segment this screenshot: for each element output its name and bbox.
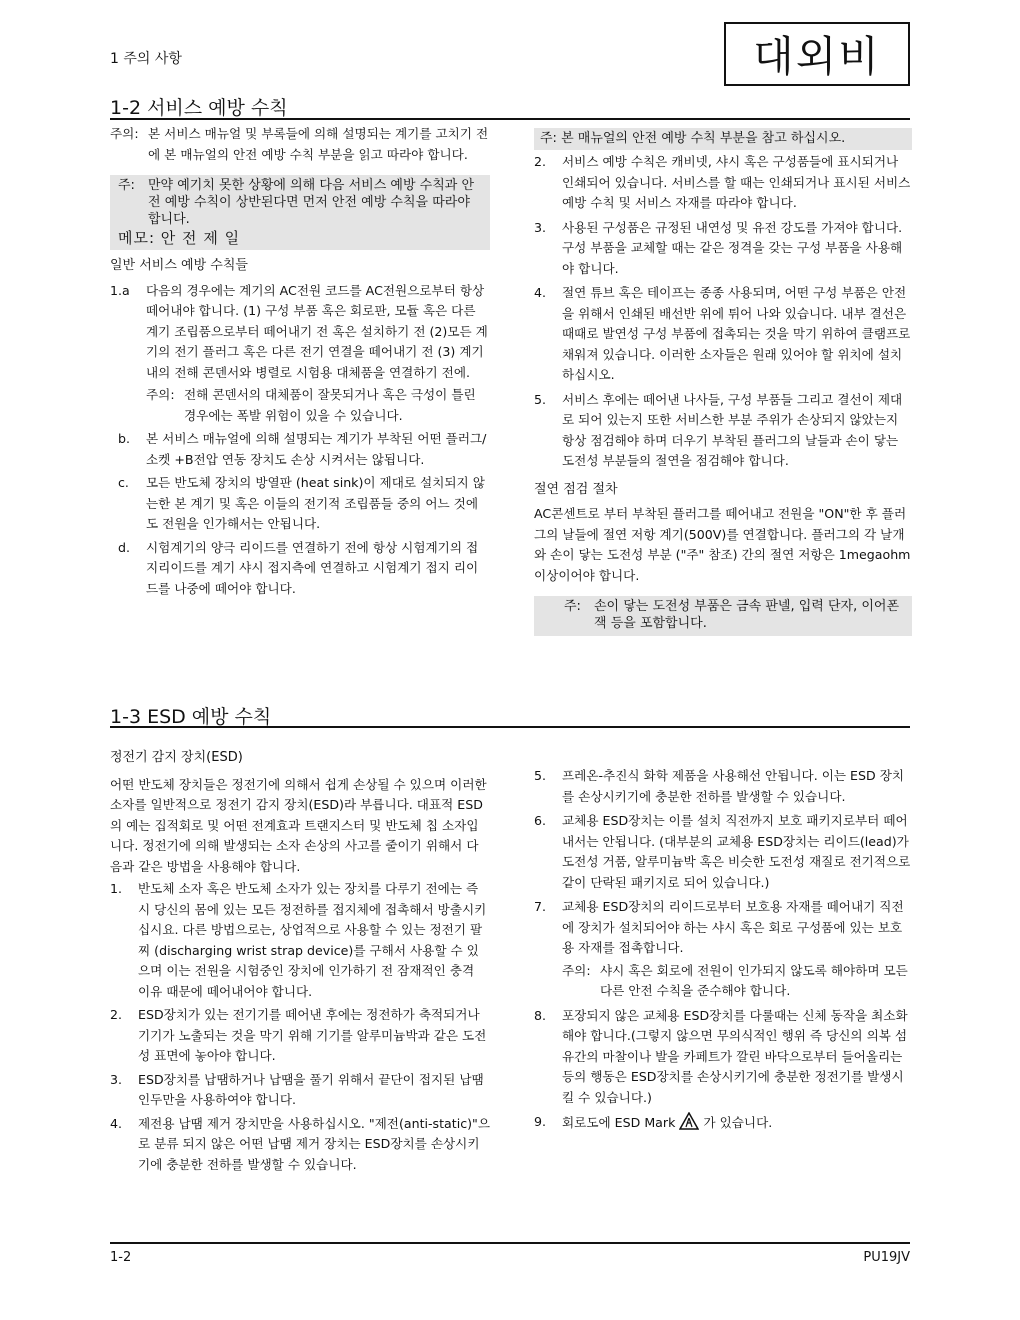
note-label: 주: bbox=[118, 178, 135, 193]
caution-text: 본 서비스 매뉴얼 및 부록들에 의해 설명되는 계기를 고치기 전에 본 매뉴얼의 안전 예방 수칙 부분을 읽고 따라야 합니다. bbox=[148, 126, 489, 162]
esd-mark-text-before: 회로도에 ESD Mark bbox=[562, 1115, 676, 1130]
item-number: 4. bbox=[534, 285, 547, 300]
item-text: 본 서비스 매뉴얼에 의해 설명되는 계기가 부착된 어떤 플러그/소켓 +B전압 연동 장치도 손상 시켜서는 않됩니다. bbox=[146, 431, 487, 467]
list-item bbox=[110, 1114, 490, 1176]
item-number: b. bbox=[118, 431, 130, 446]
item-text: 프레온-추진식 화학 제품을 사용해선 안됩니다. 이는 ESD 장치를 손상시키기에 충분한 전하를 발생할 수 있습니다. bbox=[562, 768, 905, 804]
intro-caution bbox=[110, 124, 490, 165]
item-number: 6. bbox=[534, 813, 547, 828]
note-text: 손이 닿는 도전성 부품은 금속 판넬, 입력 단자, 이어폰 잭 등을 포함합니다. bbox=[594, 599, 900, 631]
list-item bbox=[534, 1006, 912, 1109]
list-item bbox=[110, 879, 490, 1002]
item-number: 1.a bbox=[110, 282, 130, 298]
item-text: 반도체 소자 혹은 반도체 소자가 있는 장치를 다루기 전에는 즉시 당신의 몸에 있는 모든 정전하를 접지체에 접촉해서 방출시키십시요. 다른 방법으로는, 상업적으로 사용할 수 있는 정전기 팔찌 (discharging wrist strap device)를 구해서 사용할 수 있으며 이는 전원을 시험중인 장치에 인가하기 전 잠재적인 충격 이유 때문에 떼어내어야 합니다. bbox=[138, 881, 487, 999]
item-text: 다음의 경우에는 계기의 AC전원 코드를 AC전원으로부터 항상 떼어내야 합니다. (1) 구성 부품 혹은 회로판, 모듈 혹은 다른 계기 조립품으로부터 떼어내기 전 혹은 설치하기 전 (2)모든 계기의 전기 플러그 혹은 다른 전기 연결을 떼어내기 전 (3) 계기내의 전해 콘덴서와 병렬로 시험용 대체품을 연결하기 전에. bbox=[146, 282, 488, 380]
item-number: 2. bbox=[110, 1007, 123, 1022]
sec13-left-column bbox=[110, 748, 490, 1175]
item-number: 4. bbox=[110, 1115, 123, 1131]
memo-safety-first: 메모: 안 전 제 일 bbox=[118, 229, 241, 247]
list-item bbox=[534, 283, 912, 386]
item-text: 시험계기의 양극 리이드를 연결하기 전에 항상 시험계기의 접지리이드를 계기 샤시 접지측에 연결하고 시험계기 접지 리이드를 나중에 떼어야 합니다. bbox=[146, 539, 479, 596]
item-text: 모든 반도체 장치의 방열판 (heat sink)이 제대로 설치되지 않는한 본 계기 및 혹은 이들의 전기적 조립품들 중의 어느 것에도 전원을 인가해서는 안됩니다. bbox=[146, 475, 485, 531]
item-text: 제전용 납땜 제거 장치만을 사용하십시오. "제전(anti-static)"으로 분류 되지 않은 어떤 납땜 제거 장치는 ESD장치를 손상시키기에 충분한 전하를 발생할 수 있습니다. bbox=[138, 1115, 490, 1172]
note-text: 만약 예기치 못한 상황에 의해 다음 서비스 예방 수칙과 안전 예방 수칙이 상반된다면 먼저 안전 예방 수칙을 따라야 합니다. bbox=[148, 178, 475, 227]
running-header: 1 주의 사항 bbox=[110, 51, 182, 67]
list-item bbox=[110, 1070, 490, 1111]
esd-warning-icon bbox=[679, 1112, 699, 1130]
item-text: 서비스 예방 수칙은 캐비넷, 샤시 혹은 구성품들에 표시되거나 인쇄되어 있습니다. 서비스를 할 때는 인쇄되거나 표시된 서비스 예방 수칙 및 서비스 자재를 따라야 합니다. bbox=[562, 154, 911, 210]
caution-label: 주의: bbox=[146, 387, 175, 402]
section-title-1-3: 1-3 ESD 예방 수칙 bbox=[110, 706, 272, 728]
insulation-note bbox=[534, 596, 912, 636]
item-number: 5. bbox=[534, 768, 547, 783]
insulation-heading: 절연 점검 절차 bbox=[534, 481, 618, 497]
reference-note: 주: 본 매뉴얼의 안전 예방 수칙 부분을 참고 하십시오. bbox=[534, 128, 912, 150]
esd-intro: 어떤 반도체 장치들은 정전기에 의해서 쉽게 손상될 수 있으며 이러한 소자를 일반적으로 정전기 감지 장치(ESD)라 부릅니다. 대표적 ESD의 예는 집적회로 및 어떤 전계효과 트랜지스터 및 반도체 칩 소자입니다. 정전기에 의해 발생되는 소자 손상의 사고를 줄이기 위해서 다음과 같은 방법을 사용해야 합니다. bbox=[110, 776, 487, 874]
item-number: 2. bbox=[534, 154, 547, 169]
caution-text: 전해 콘덴서의 대체품이 잘못되거나 혹은 극성이 틀린 경우에는 폭발 위험이 있을 수 있습니다. bbox=[184, 387, 476, 423]
item-text: 사용된 구성품은 규정된 내연성 및 유전 강도를 가져야 합니다. 구성 부품을 교체할 때는 같은 정격을 갖는 구성 부품을 사용해야 합니다. bbox=[562, 219, 903, 276]
list-item bbox=[534, 390, 912, 472]
list-item bbox=[534, 766, 912, 807]
section-title-1-2: 1-2 서비스 예방 수칙 bbox=[110, 97, 288, 119]
section-rule bbox=[110, 726, 910, 728]
item-number: 3. bbox=[110, 1071, 123, 1087]
model-code: PU19JV bbox=[863, 1250, 910, 1265]
caution-label: 주의: bbox=[110, 126, 139, 141]
caution-label: 주의: bbox=[562, 962, 591, 978]
item-number: 9. bbox=[534, 1114, 547, 1129]
item-number: 7. bbox=[534, 899, 547, 914]
confidential-stamp-text: 대외비 bbox=[753, 32, 881, 81]
page-number: 1-2 bbox=[110, 1250, 132, 1265]
note-label: 주: bbox=[564, 599, 581, 614]
item-text: 절연 튜브 혹은 테이프는 종종 사용되며, 어떤 구성 부품은 안전을 위해서 인쇄된 배선반 위에 튀어 나와 있습니다. 내부 결선은 때때로 발연성 구성 부품에 접촉되는 것을 막기 위하여 클램프로 채워져 있습니다. 이러한 소자들은 원래 있어야 할 위치에 설치 하십시오. bbox=[562, 285, 911, 382]
item-number: 8. bbox=[534, 1007, 547, 1023]
list-item bbox=[110, 473, 490, 535]
section-rule bbox=[110, 118, 910, 120]
caution-text: 샤시 혹은 회로에 전원이 인가되지 않도록 해야하며 모든 다른 안전 수칙을 준수해야 합니다. bbox=[600, 962, 908, 998]
list-item bbox=[110, 429, 490, 470]
item-number: d. bbox=[118, 539, 130, 555]
list-item bbox=[534, 152, 912, 214]
item-text: 교체용 ESD장치의 리이드로부터 보호용 자재를 떼어내기 직전에 장치가 설치되어야 하는 샤시 혹은 회로 구성품에 있는 보호용 자재를 접촉합니다. bbox=[562, 899, 904, 955]
list-item bbox=[534, 897, 912, 959]
footer-rule bbox=[110, 1242, 910, 1244]
insulation-text: AC콘센트로 부터 부착된 플러그를 떼어내고 전원을 "ON"한 후 플러그의 날들에 절연 저항 계기(500V)를 연결합니다. 플러그의 각 날개와 손이 닿는 도전성 부분 ("주" 참조) 간의 절연 저항은 1megaohm이상이어야 합니다. bbox=[534, 506, 911, 583]
list-item bbox=[110, 281, 490, 384]
item-number: 5. bbox=[534, 391, 547, 407]
item-text bbox=[562, 1112, 912, 1134]
sec12-right-column bbox=[534, 128, 912, 636]
item-text: 포장되지 않은 교체용 ESD장치를 다룰때는 신체 동작을 최소화해야 합니다.(그렇지 않으면 무의식적인 행위 즉 당신의 의복 섬유간의 마찰이나 발을 카페트가 깔린 바닥으로부터 들어올리는 등의 행동은 ESD장치를 손상시키기에 충분한 정전기를 발생시킬 수 있습니다.) bbox=[562, 1007, 908, 1105]
list-item bbox=[534, 1112, 912, 1134]
sec12-left-column bbox=[110, 124, 490, 599]
item-text: ESD장치를 납땜하거나 납땜을 풀기 위해서 끝단이 접지된 납땜 인두만을 사용하여야 합니다. bbox=[138, 1071, 484, 1107]
list-item bbox=[534, 811, 912, 893]
sec13-right-column bbox=[534, 766, 912, 1134]
general-heading: 일반 서비스 예방 수칙들 bbox=[110, 258, 248, 273]
safety-note bbox=[118, 176, 486, 228]
list-item bbox=[110, 1005, 490, 1067]
item-text: 교체용 ESD장치는 이를 설치 직전까지 보호 패키지로부터 떼어내서는 안됩니다. (대부분의 교체용 ESD장치는 리이드(lead)가 도전성 거품, 알루미늄박 혹은 비슷한 도전성 재질로 전기적으로 같이 단락된 패키지로 되어 있습니다.) bbox=[562, 813, 911, 890]
esd-mark-text-after: 가 있습니다. bbox=[703, 1115, 773, 1130]
list-item bbox=[534, 218, 912, 280]
item-text: 서비스 후에는 떼어낸 나사들, 구성 부품들 그리고 결선이 제대로 되어 있는지 또한 서비스한 부분 주위가 손상되지 않았는지 항상 점검해야 하며 더우기 부착된 플러그의 날들과 손이 닿는 도전성 부분들의 절연을 점검해야 합니다. bbox=[562, 391, 903, 468]
item-number: c. bbox=[118, 475, 129, 490]
esd-heading: 정전기 감지 장치(ESD) bbox=[110, 750, 243, 765]
confidential-stamp bbox=[724, 22, 910, 86]
list-item-caution bbox=[562, 961, 912, 1002]
item-number: 1. bbox=[110, 881, 123, 896]
list-item-caution bbox=[146, 385, 490, 426]
item-text: ESD장치가 있는 전기기를 떼어낸 후에는 정전하가 축적되거나 기기가 노출되는 것을 막기 위해 기기를 알루미늄박과 같은 도전성 표면에 놓아야 합니다. bbox=[138, 1007, 487, 1063]
safety-note-box bbox=[110, 175, 490, 250]
list-item bbox=[110, 538, 490, 600]
item-number: 3. bbox=[534, 219, 547, 235]
